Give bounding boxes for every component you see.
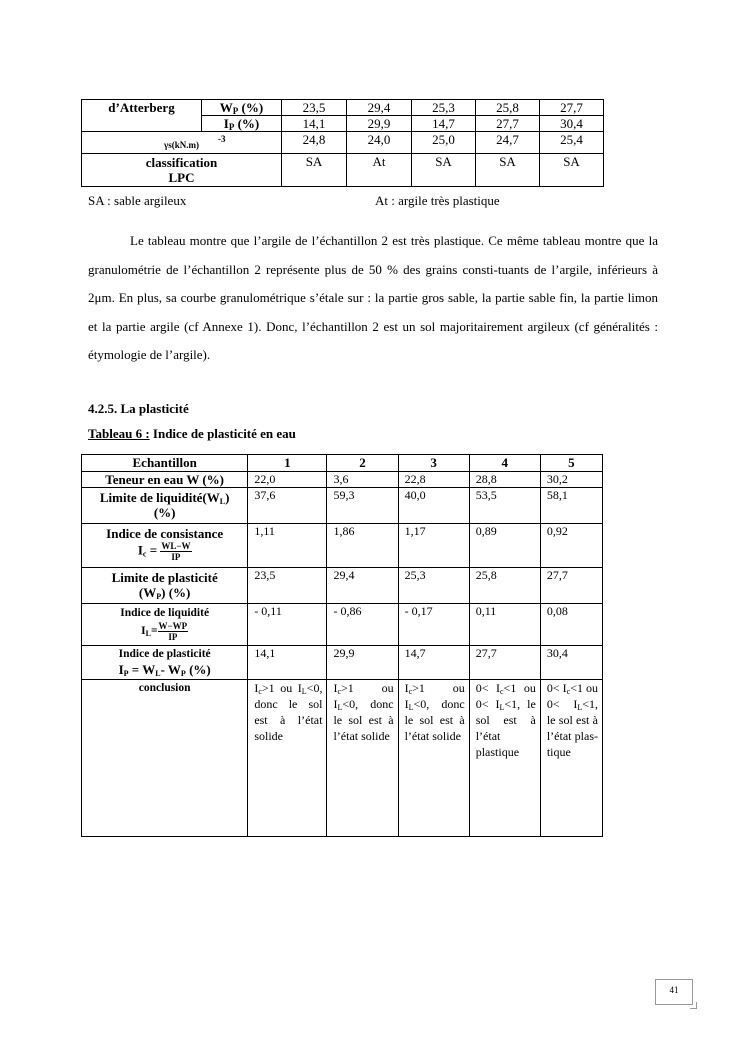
table-cell: 29,9 — [347, 116, 412, 132]
table-cell: 14,1 — [282, 116, 347, 132]
table-cell: - 0,11 — [248, 604, 327, 646]
table-row — [82, 132, 604, 154]
table-cell: 28,8 — [469, 472, 540, 488]
wp-row-label: $W_P$ (%) — [202, 100, 282, 116]
header-sample: 4 — [469, 455, 540, 472]
legend-sa: SA : sable argileux — [88, 193, 187, 208]
table-cell: 59,3 — [327, 488, 398, 524]
il-label: Indice de liquidité $I_L=$ $\frac{W-WP}{IP}$ — [82, 604, 248, 646]
table-cell: 14,1 — [248, 646, 327, 680]
table-cell: 0,92 — [540, 524, 602, 568]
table-cell: SA — [282, 154, 347, 187]
table-cell: 27,7 — [540, 568, 602, 604]
header-echantillon: Echantillon — [82, 455, 248, 472]
table-cell: - 0,17 — [398, 604, 469, 646]
header-sample: 5 — [540, 455, 602, 472]
w-label: Teneur en eau W (%) — [82, 472, 248, 488]
table-caption: Tableau 6 : Indice de plasticité en eau — [88, 426, 296, 441]
table-row — [82, 100, 604, 116]
table-row — [82, 568, 603, 604]
table-header-row — [82, 455, 603, 472]
table-cell: 14,7 — [398, 646, 469, 680]
classification-row-label: classification LPC — [82, 154, 282, 187]
table-cell: 25,8 — [476, 100, 540, 116]
table-cell: 25,0 — [412, 132, 476, 154]
conclusion-cell: $0< I_c<1$ ou $0< I_L<1$, le sol est à l’état plastique — [469, 680, 540, 837]
ic-fraction: $\frac{WL-W}{IP}$ — [161, 541, 191, 562]
body-paragraph — [88, 227, 658, 370]
section-heading: 4.2.5. La plasticité — [88, 401, 189, 416]
table-cell: 24,8 — [282, 132, 347, 154]
legend-at: At : argile très plastique — [375, 193, 500, 208]
table-cell: - 0,86 — [327, 604, 398, 646]
table-cell: 0,11 — [469, 604, 540, 646]
wp-label: Limite de plasticité $(W_P)$ (%) — [82, 568, 248, 604]
page-number: 41 — [655, 979, 693, 1005]
table-cell: 1,86 — [327, 524, 398, 568]
table-cell: 25,4 — [540, 132, 604, 154]
table-cell: 29,4 — [347, 100, 412, 116]
table-cell: 27,7 — [476, 116, 540, 132]
table-cell: 30,4 — [540, 646, 602, 680]
table-row — [82, 604, 603, 646]
table-cell: 37,6 — [248, 488, 327, 524]
conclusion-label: conclusion — [82, 680, 248, 837]
table-row — [82, 472, 603, 488]
gamma-row-label: γs(kN.m -3 ) — [82, 132, 282, 154]
wl-label: Limite de $liquidité(W_L)$ (%) — [82, 488, 248, 524]
paragraph-text: Le tableau montre que l’argile de l’échantillon 2 est très plastique. Ce même tableau montre que la granulométrie de l’échantillon 2 représente plus de 50 % des grains consti-tuants de l’argile, inférieurs à 2μm. En plus, sa courbe granulométrique s’étale sur : la partie gros sable, la partie sable fin, la partie limon et la partie argile (cf Annexe 1). Donc, l’échantillon 2 est un sol majoritairement argileux (cf généralités : étymologie de l’argile). — [88, 233, 658, 362]
table-cell: 1,11 — [248, 524, 327, 568]
table-cell: 0,89 — [469, 524, 540, 568]
conclusion-cell: $0< I_c<1$ ou $0< I_L<1$, le sol est à l’état plas-tique — [540, 680, 602, 837]
il-fraction: $\frac{W-WP}{IP}$ — [158, 621, 188, 642]
plasticity-table — [81, 454, 603, 837]
atterberg-table — [81, 99, 604, 187]
table-cell: 22,8 — [398, 472, 469, 488]
table-row — [82, 488, 603, 524]
header-sample: 1 — [248, 455, 327, 472]
table-cell: 22,0 — [248, 472, 327, 488]
table-cell: 24,0 — [347, 132, 412, 154]
conclusion-cell: $I_c>1$ ou $I_L<0$, donc le sol est à l’état solide — [248, 680, 327, 837]
table-cell: 29,9 — [327, 646, 398, 680]
table-cell: 23,5 — [282, 100, 347, 116]
table-cell: 29,4 — [327, 568, 398, 604]
table-cell: At — [347, 154, 412, 187]
header-sample: 2 — [327, 455, 398, 472]
table-cell: 0,08 — [540, 604, 602, 646]
table-cell: 1,17 — [398, 524, 469, 568]
table-cell: 27,7 — [540, 100, 604, 116]
table-cell: 3,6 — [327, 472, 398, 488]
table-cell: 53,5 — [469, 488, 540, 524]
table-row — [82, 154, 604, 187]
table-cell: 58,1 — [540, 488, 602, 524]
ip-label: Indice de plasticité $I_P = W_L-$ $W_P$ (%) — [82, 646, 248, 680]
table-cell: 24,7 — [476, 132, 540, 154]
table-cell: 23,5 — [248, 568, 327, 604]
table-cell: SA — [412, 154, 476, 187]
table-cell: 14,7 — [412, 116, 476, 132]
conclusion-cell: $I_c>1$ ou $I_L<0$, donc le sol est à l’état solide — [327, 680, 398, 837]
header-sample: 3 — [398, 455, 469, 472]
table-row — [82, 680, 603, 837]
table-cell: 25,8 — [469, 568, 540, 604]
table-row — [82, 646, 603, 680]
table-cell: 25,3 — [398, 568, 469, 604]
table-cell: 40,0 — [398, 488, 469, 524]
table-cell: 30,4 — [540, 116, 604, 132]
table-cell: SA — [540, 154, 604, 187]
atterberg-group-label: d’Atterberg — [82, 100, 202, 132]
table-cell: 25,3 — [412, 100, 476, 116]
table-cell: SA — [476, 154, 540, 187]
table-cell: 30,2 — [540, 472, 602, 488]
table-row — [82, 524, 603, 568]
ic-label: Indice de consistance $I_c$ = $\frac{WL-W}{IP}$ — [82, 524, 248, 568]
ip-row-label: $I_P$ (%) — [202, 116, 282, 132]
conclusion-cell: $I_c>1$ ou $I_L<0$, donc le sol est à l’état solide — [398, 680, 469, 837]
table-cell: 27,7 — [469, 646, 540, 680]
